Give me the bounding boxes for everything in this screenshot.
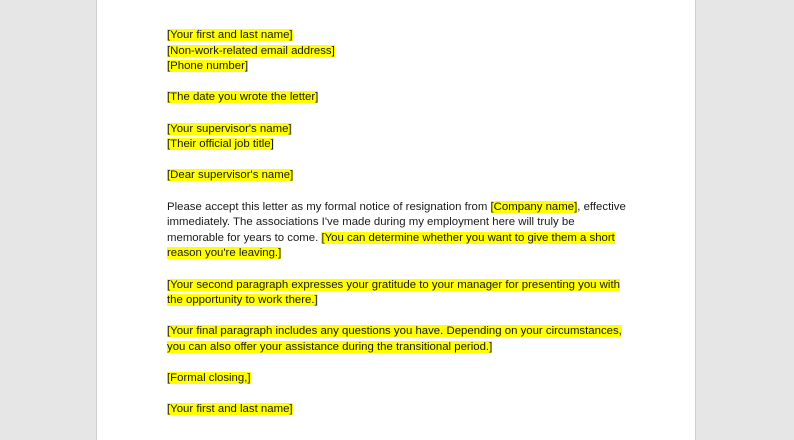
closing: [Formal closing,] [167, 372, 251, 385]
right-margin-area [696, 0, 794, 440]
paragraph2-text: [Your second paragraph expresses your gratitude to your manager for presenting you with the opportunity to work there.] [167, 278, 620, 307]
paragraph-resignation [167, 200, 627, 262]
closing-line [167, 371, 627, 387]
signature: [Your first and last name] [167, 403, 293, 416]
paragraph-final [167, 324, 627, 355]
paragraph1-body: , effective immediately. The associations I've made during my employment here will truly be memorable for years to come. [167, 200, 626, 244]
blank-line [167, 387, 627, 403]
salutation-line [167, 168, 627, 184]
document-page[interactable] [96, 0, 696, 440]
letter-body[interactable] [167, 28, 627, 418]
paragraph-gratitude [167, 278, 627, 309]
sender-email: [Non-work-related email address] [167, 44, 335, 57]
letter-date: [The date you wrote the letter] [167, 91, 319, 104]
blank-line [167, 184, 627, 200]
recipient-name: [Your supervisor's name] [167, 122, 292, 135]
recipient-name-line [167, 122, 627, 138]
sender-phone: [Phone number] [167, 60, 249, 73]
blank-line [167, 106, 627, 122]
paragraph1-reason: [You can determine whether you want to give them a short reason you're leaving.] [167, 231, 615, 260]
sender-name-line [167, 28, 627, 44]
left-margin-area [0, 0, 96, 440]
signature-line [167, 402, 627, 418]
blank-line [167, 309, 627, 325]
blank-line [167, 153, 627, 169]
salutation: [Dear supervisor's name] [167, 169, 294, 182]
blank-line [167, 355, 627, 371]
blank-line [167, 75, 627, 91]
recipient-title: [Their official job title] [167, 138, 274, 151]
blank-line [167, 262, 627, 278]
paragraph1-intro: Please accept this letter as my formal notice of resignation from [167, 200, 491, 213]
date-line [167, 90, 627, 106]
paragraph3-text: [Your final paragraph includes any questions you have. Depending on your circumstances, you can also offer your assistance during the transitional period.] [167, 325, 622, 353]
sender-name: [Your first and last name] [167, 29, 293, 41]
sender-phone-line [167, 59, 627, 75]
sender-email-line [167, 44, 627, 60]
company-name: [Company name] [490, 200, 578, 213]
recipient-title-line [167, 137, 627, 153]
